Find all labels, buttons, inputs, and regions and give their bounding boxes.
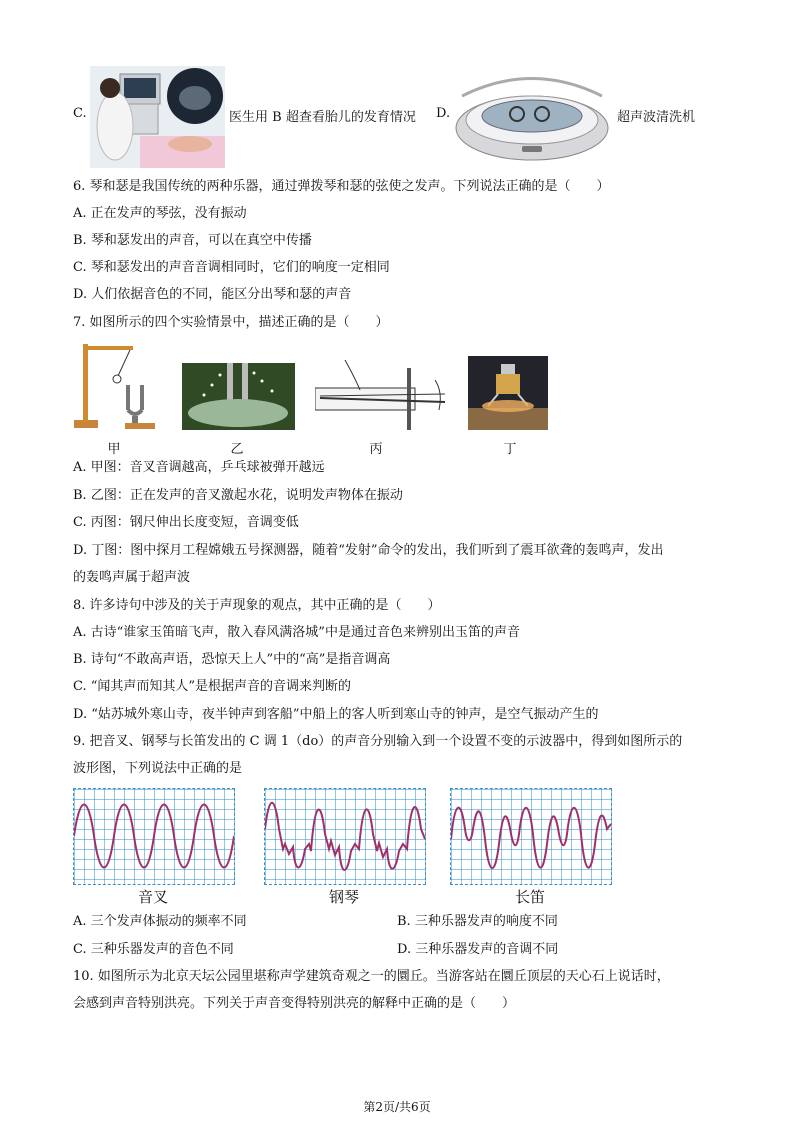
- steel-ruler-figure: [315, 358, 453, 430]
- wave-piano-path: [265, 803, 425, 870]
- ultrasonic-cleaner-photo: [452, 66, 612, 164]
- q9-stem-line1: 9. 把音叉、钢琴与长笛发出的 C 调 1（do）的声音分别输入到一个设置不变的示波器中，得到如图所示的: [73, 734, 683, 749]
- q9-option-d: D. 三种乐器发声的音调不同: [397, 942, 559, 957]
- waveform-flute: [450, 788, 612, 885]
- q7-option-d: D. 丁图：图中探月工程嫦娥五号探测器，随着“发射”命令的发出，我们听到了震耳欲聋的轰鸣声，发出: [73, 543, 664, 558]
- tuning-fork-water-photo: [182, 363, 295, 430]
- q9-stem-line2: 波形图，下列说法中正确的是: [73, 761, 243, 776]
- q7-option-b: B. 乙图：正在发声的音叉激起水花，说明发声物体在振动: [73, 488, 403, 503]
- q8-option-b: B. 诗句“不敢高声语，恐惊天上人”中的“高”是指音调高: [73, 652, 391, 667]
- page-footer: 第2页/共6页: [363, 1100, 431, 1114]
- wave-flute-path: [451, 808, 611, 869]
- q7-option-d-cont: 的轰鸣声属于超声波: [73, 570, 191, 585]
- q8-option-c: C. “闻其声而知其人”是根据声音的音调来判断的: [73, 679, 352, 694]
- change5-probe-photo: [468, 356, 548, 430]
- q8-stem: 8. 许多诗句中涉及的关于声现象的观点，其中正确的是（ ）: [73, 598, 441, 613]
- q5-option-c-label: C.: [73, 106, 87, 121]
- q6-stem: 6. 琴和瑟是我国传统的两种乐器，通过弹拨琴和瑟的弦使之发声。下列说法正确的是（ ）: [73, 179, 610, 194]
- q9-option-b: B. 三种乐器发声的响度不同: [397, 914, 558, 929]
- caption-ding: 丁: [503, 442, 517, 457]
- q5-option-d-label: D.: [436, 106, 451, 121]
- caption-yi: 乙: [230, 442, 244, 457]
- q7-option-a: A. 甲图：音叉音调越高，乒乓球被弹开越远: [73, 460, 325, 475]
- q8-option-d: D. “姑苏城外寒山寺，夜半钟声到客船”中船上的客人听到寒山寺的钟声，是空气振动产生的: [73, 707, 599, 722]
- waveform-piano: [264, 788, 426, 885]
- q5-option-d-text: 超声波清洗机: [617, 110, 696, 125]
- q8-option-a: A. 古诗“谁家玉笛暗飞声，散入春风满洛城”中是通过音色来辨别出玉笛的声音: [73, 625, 520, 640]
- caption-bing: 丙: [369, 442, 383, 457]
- ultrasound-photo: [90, 66, 225, 168]
- q9-option-a: A. 三个发声体振动的频率不同: [73, 914, 247, 929]
- waveform-tuning-fork: [73, 788, 235, 885]
- q6-option-c: C. 琴和瑟发出的声音音调相同时，它们的响度一定相同: [73, 260, 390, 275]
- q6-option-a: A. 正在发声的琴弦，没有振动: [73, 206, 247, 221]
- q5-option-c-text: 医生用 B 超查看胎儿的发育情况: [229, 110, 416, 125]
- q10-stem-line2: 会感到声音特别洪亮。下列关于声音变得特别洪亮的解释中正确的是（ ）: [73, 996, 516, 1011]
- wave-label-flute: 长笛: [514, 888, 545, 906]
- q7-option-c: C. 丙图：钢尺伸出长度变短，音调变低: [73, 515, 299, 530]
- tuning-fork-pingpong-figure: [70, 340, 170, 432]
- q9-option-c: C. 三种乐器发声的音色不同: [73, 942, 234, 957]
- q6-option-b: B. 琴和瑟发出的声音，可以在真空中传播: [73, 233, 312, 248]
- wave-label-tuning-fork: 音叉: [137, 888, 168, 906]
- caption-jia: 甲: [107, 442, 121, 457]
- q7-stem: 7. 如图所示的四个实验情景中，描述正确的是（ ）: [73, 315, 389, 330]
- wave-label-piano: 钢琴: [328, 888, 359, 906]
- wave-tuning-fork-path: [74, 805, 234, 868]
- q10-stem-line1: 10. 如图所示为北京天坛公园里堪称声学建筑奇观之一的圜丘。当游客站在圜丘顶层的天心石上说话时，: [73, 969, 670, 984]
- q6-option-d: D. 人们依据音色的不同，能区分出琴和瑟的声音: [73, 287, 352, 302]
